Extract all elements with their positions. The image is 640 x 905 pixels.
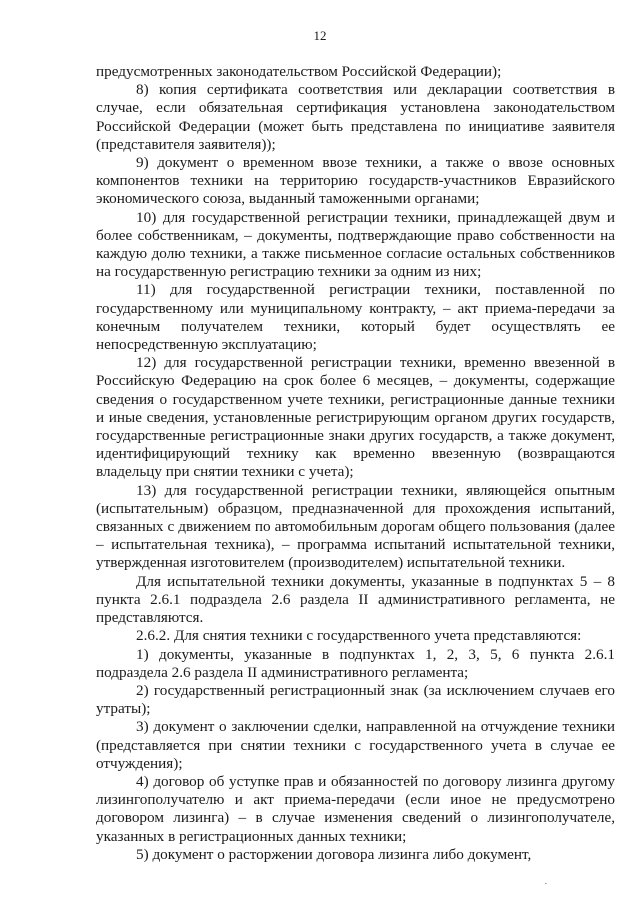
- paragraph-item-10: 10) для государственной регистрации техники, принадлежащей двум и более собственникам, – документы, подтверждающие право собственности на каждую долю техники, а также письменное согласие остальных собственников на государственную регистрацию техники за одним из них;: [96, 208, 615, 281]
- paragraph-deregistration-item-2: 2) государственный регистрационный знак (за исключением случаев его утраты);: [96, 681, 615, 718]
- paragraph-item-11: 11) для государственной регистрации техники, поставленной по государственному или муниципальному контракту, – акт приема-передачи за конечным получателем техники, который будет осуществлять ее непосредственную эксплуатацию;: [96, 281, 615, 354]
- paragraph-section-2-6-2: 2.6.2. Для снятия техники с государственного учета представляются:: [136, 627, 582, 645]
- paragraph-test-equipment-note: Для испытательной техники документы, указанные в подпунктах 5 – 8 пункта 2.6.1 подраздела 2.6 раздела II административного регламента, не представляются.: [96, 572, 615, 627]
- paragraph-item-13: 13) для государственной регистрации техники, являющейся опытным (испытательным) образцом, предназначенной для прохождения испытаний, связанных с движением по автомобильным дорогам общего пользования (далее – испытательная техника), – программа испытаний испытательной техники, утвержденная изготовителем (производителем) испытательной техники.: [96, 481, 615, 572]
- paragraph-deregistration-item-5: 5) документ о расторжении договора лизинга либо документ,: [136, 845, 532, 863]
- document-body: [96, 63, 615, 864]
- paragraph-deregistration-item-1: 1) документы, указанные в подпунктах 1, 2, 3, 5, 6 пункта 2.6.1 подраздела 2.6 раздела II административного регламента;: [96, 645, 615, 681]
- paragraph-continuation: предусмотренных законодательством Российской Федерации);: [96, 63, 502, 80]
- scan-speck: ·: [544, 878, 548, 890]
- paragraph-item-8: 8) копия сертификата соответствия или декларации соответствия в случае, если обязательная сертификация установлена законодательством Российской Федерации (может быть представлена по инициативе заявителя (представителя заявителя));: [96, 81, 615, 153]
- page-number: 12: [313, 28, 327, 43]
- paragraph-deregistration-item-3: 3) документ о заключении сделки, направленной на отчуждение техники (представляется при снятии техники с государственного учета в случае ее отчуждения);: [96, 718, 615, 772]
- paragraph-deregistration-item-4: 4) договор об уступке прав и обязанностей по договору лизинга другому лизингополучателю и акт приема-передачи (если иное не предусмотрено договором лизинга) – в случае изменения сведений о лизингополучателе, указанных в регистрационных данных техники;: [96, 772, 615, 845]
- paragraph-item-12: 12) для государственной регистрации техники, временно ввезенной в Российскую Федерацию на срок более 6 месяцев, – документы, содержащие сведения о государственном учете техники, регистрационные данные техники и иные сведения, установленные регистрирующим органом других государств, государственные регистрационные знаки других государств, а также документ, идентифицирующий технику как временно ввезенную (возвращаются владельцу при снятии техники с учета);: [96, 354, 615, 481]
- paragraph-item-9: 9) документ о временном ввозе техники, а также о ввозе основных компонентов техники на территорию государств-участников Евразийского экономического союза, выданный таможенными органами;: [96, 154, 615, 208]
